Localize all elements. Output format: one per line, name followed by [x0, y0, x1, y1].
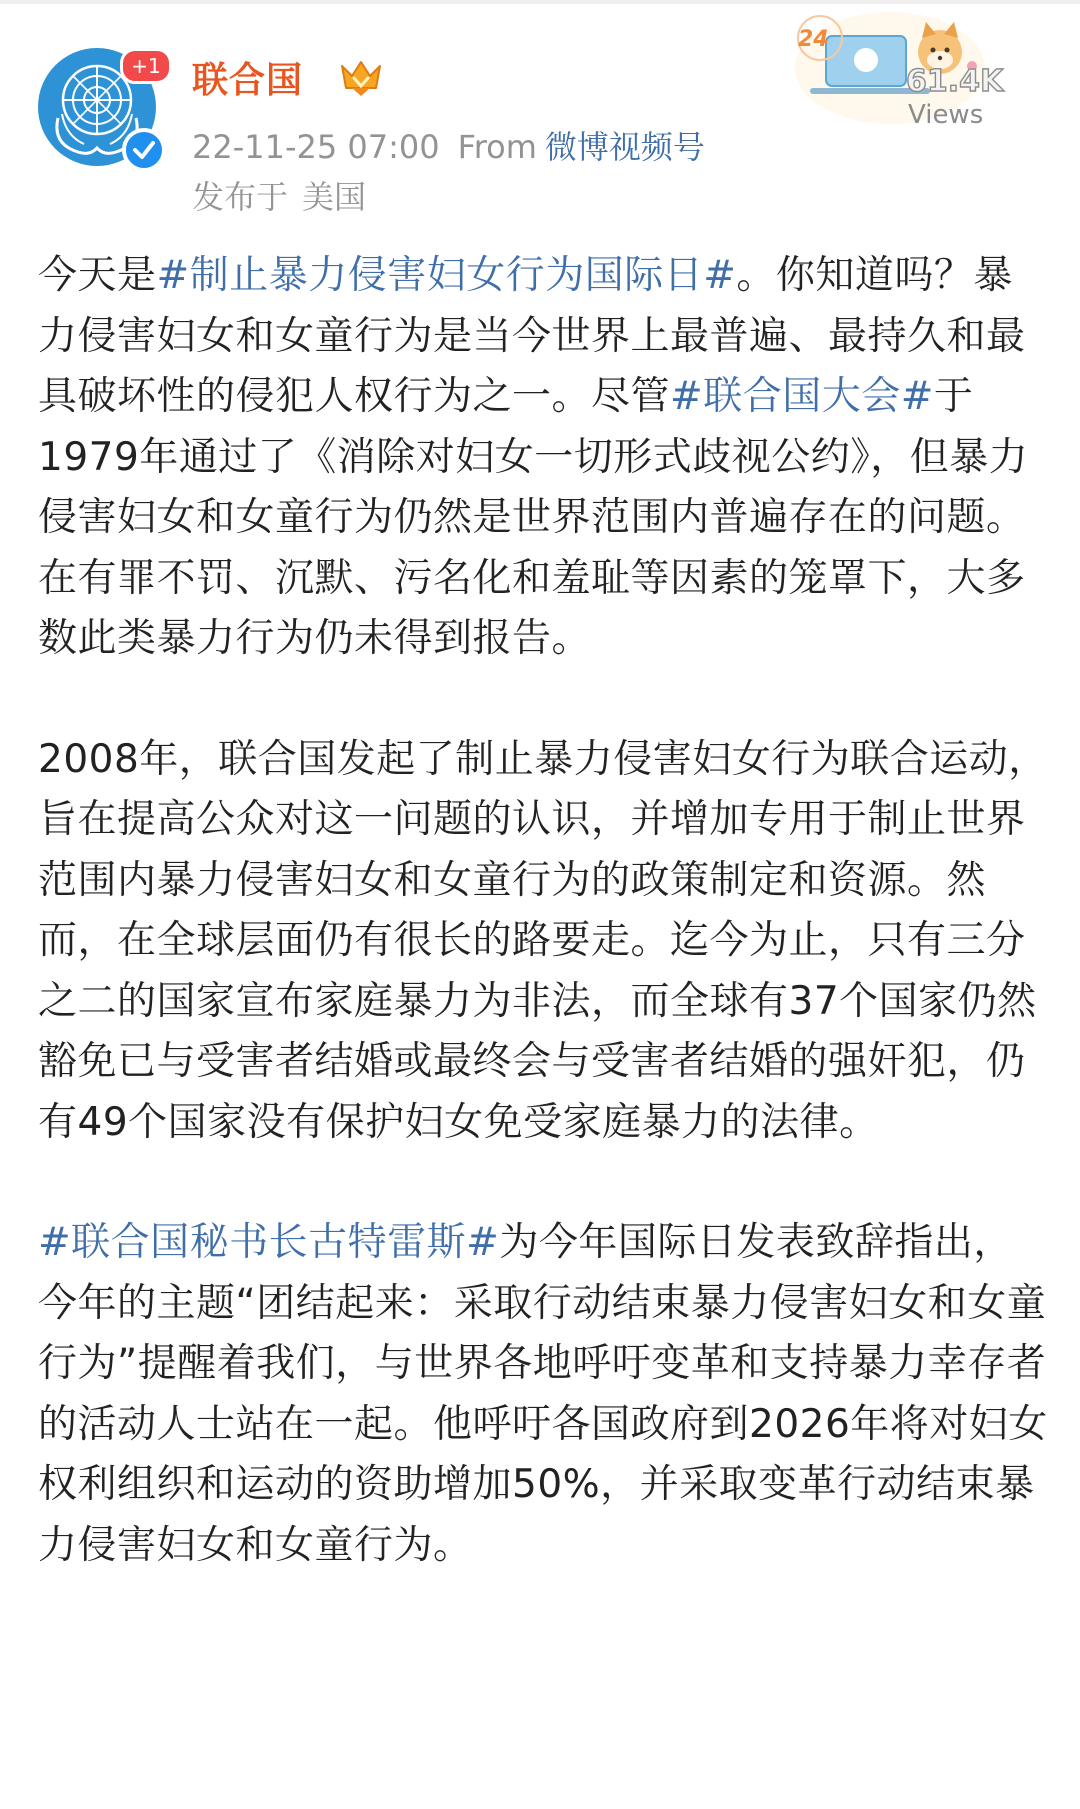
- text-segment: 今天是: [38, 253, 157, 298]
- text-segment: 为今年国际日发表致辞指出，今年的主题“团结起来：采取行动结束暴力侵害妇女和女童行为”提醒着我们，与世界各地呼吁变革和支持暴力幸存者的活动人士站在一起。他呼吁各国政府到2026年将对妇女权利组织和运动的资助增加50%，并采取变革行动结束暴力侵害妇女和女童行为。: [38, 1220, 1048, 1568]
- avatar-container[interactable]: [38, 48, 161, 166]
- views-widget-badge: 24: [798, 27, 829, 52]
- post-paragraph-3: [38, 1213, 1048, 1576]
- source-link[interactable]: 微博视频号: [544, 128, 705, 166]
- username[interactable]: 联合国: [192, 60, 304, 101]
- location-prefix: 发布于: [192, 178, 289, 216]
- top-divider: [0, 0, 1080, 4]
- verified-badge: [122, 128, 166, 172]
- hashtag-link[interactable]: #联合国大会#: [670, 374, 934, 419]
- paragraph-gap: [38, 1153, 1048, 1213]
- from-label: From: [457, 128, 537, 166]
- post-paragraph-1: [38, 246, 1048, 670]
- hashtag-link[interactable]: #联合国秘书长古特雷斯#: [38, 1220, 500, 1265]
- text-segment: 于1979年通过了《消除对妇女一切形式歧视公约》，但暴力侵害妇女和女童行为仍然是世界范围内普遍存在的问题。在有罪不罚、沉默、污名化和羞耻等因素的笼罩下，大多数此类暴力行为仍未得到报告。: [38, 374, 1029, 661]
- location-value: 美国: [302, 178, 367, 216]
- post-body: [38, 246, 1048, 1576]
- vip-crown-icon[interactable]: [338, 58, 384, 98]
- paragraph-gap: [38, 670, 1048, 730]
- text-segment: 。你知道吗？暴力侵害妇女和女童行为是当今世界上最普遍、最持久和最具破坏性的侵犯人权行为之一。尽管: [38, 253, 1026, 419]
- views-label: Views: [908, 100, 984, 130]
- notification-badge: +1: [120, 48, 172, 84]
- views-count: 61.4K: [906, 64, 1004, 99]
- verified-check-icon: [132, 139, 156, 161]
- post-timestamp: 22-11-25 07:00: [192, 128, 440, 166]
- post-meta: [192, 122, 705, 168]
- post-location: [192, 172, 366, 218]
- post-paragraph-2: 2008年，联合国发起了制止暴力侵害妇女行为联合运动，旨在提高公众对这一问题的认识，并增加专用于制止世界范围内暴力侵害妇女和女童行为的政策制定和资源。然而，在全球层面仍有很长的路要走。迄今为止，只有三分之二的国家宣布家庭暴力为非法，而全球有37个国家仍然豁免已与受害者结婚或最终会与受害者结婚的强奸犯，仍有49个国家没有保护妇女免受家庭暴力的法律。: [38, 736, 1048, 1145]
- hashtag-link[interactable]: #制止暴力侵害妇女行为国际日#: [156, 253, 737, 298]
